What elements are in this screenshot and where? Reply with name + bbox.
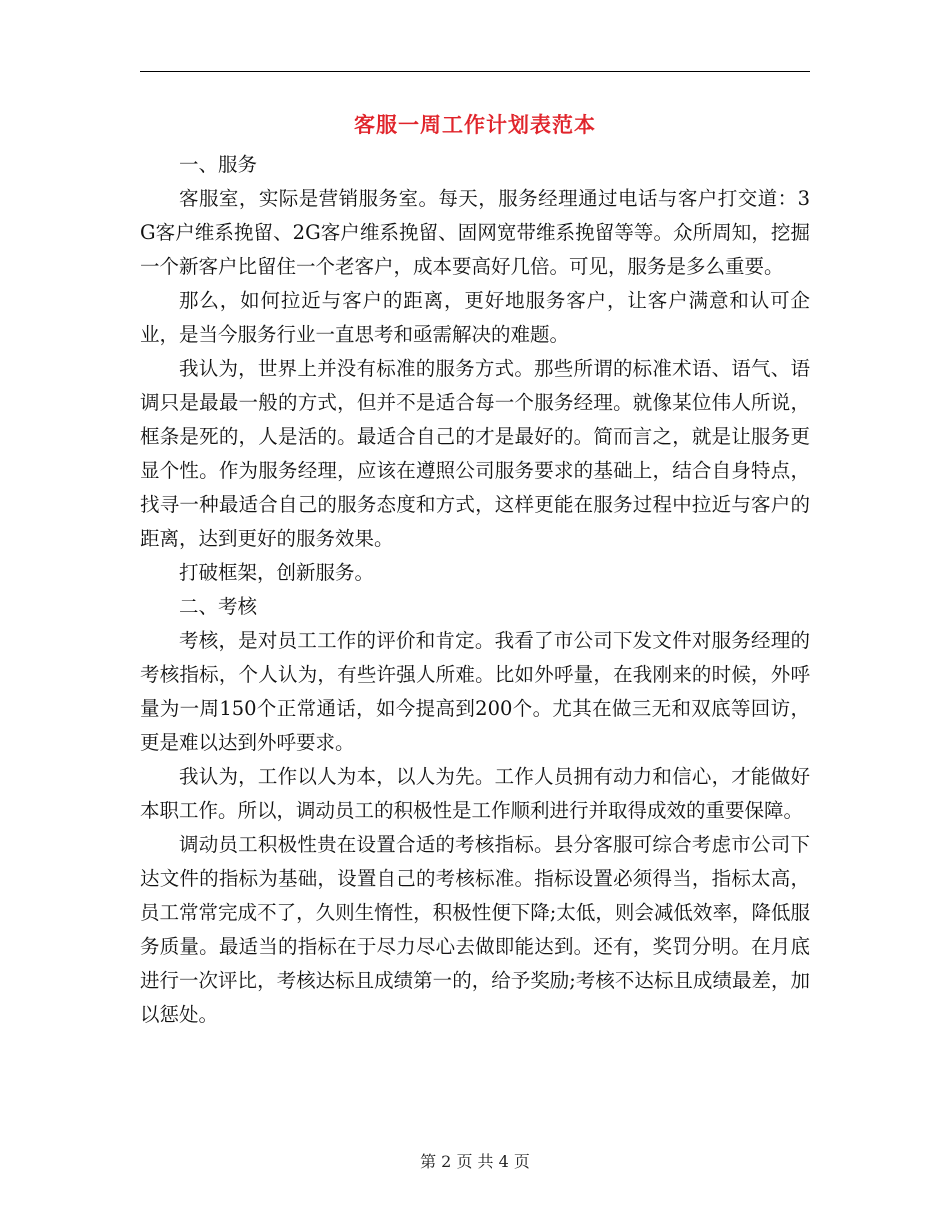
document-title: 客服一周工作计划表范本: [354, 112, 596, 137]
section-heading-service: 一、服务: [179, 153, 258, 176]
paragraph: 我认为，世界上并没有标准的服务方式。那些所谓的标准术语、语气、语调只是最最一般的方式，但并不是适合每一个服务经理。就像某位伟人所说，框条是死的，人是活的。最适合自己的才是最好的。简而言之，就是让服务更显个性。作为服务经理，应该在遵照公司服务要求的基础上，结合自身特点，找寻一种最适合自己的服务态度和方式，这样更能在服务过程中拉近与客户的距离，达到更好的服务效果。: [140, 357, 810, 550]
document-body: [140, 148, 810, 1032]
paragraph: 那么，如何拉近与客户的距离，更好地服务客户，让客户满意和认可企业，是当今服务行业一直思考和亟需解决的难题。: [140, 289, 810, 346]
paragraph: 我认为，工作以人为本，以人为先。工作人员拥有动力和信心，才能做好本职工作。所以，调动员工的积极性是工作顺利进行并取得成效的重要保障。: [140, 765, 810, 822]
paragraph: 打破框架，创新服务。: [179, 561, 375, 584]
header-rule: [140, 71, 810, 72]
paragraph: 考核，是对员工工作的评价和肯定。我看了市公司下发文件对服务经理的考核指标，个人认为，有些许强人所难。比如外呼量，在我刚来的时候，外呼量为一周150个正常通话，如今提高到200个。尤其在做三无和双底等回访，更是难以达到外呼要求。: [140, 629, 810, 754]
section-heading-assessment: 二、考核: [179, 595, 258, 618]
paragraph: 客服室，实际是营销服务室。每天，服务经理通过电话与客户打交道：3G客户维系挽留、2G客户维系挽留、固网宽带维系挽留等等。众所周知，挖掘一个新客户比留住一个老客户，成本要高好几倍。可见，服务是多么重要。: [140, 187, 810, 278]
page-number: 第 2 页 共 4 页: [420, 1152, 530, 1171]
paragraph: 调动员工积极性贵在设置合适的考核指标。县分客服可综合考虑市公司下达文件的指标为基础，设置自己的考核标准。指标设置必须得当，指标太高，员工常常完成不了，久则生惰性，积极性便下降;太低，则会减低效率，降低服务质量。最适当的指标在于尽力尽心去做即能达到。还有，奖罚分明。在月底进行一次评比，考核达标且成绩第一的，给予奖励;考核不达标且成绩最差，加以惩处。: [140, 833, 810, 1026]
